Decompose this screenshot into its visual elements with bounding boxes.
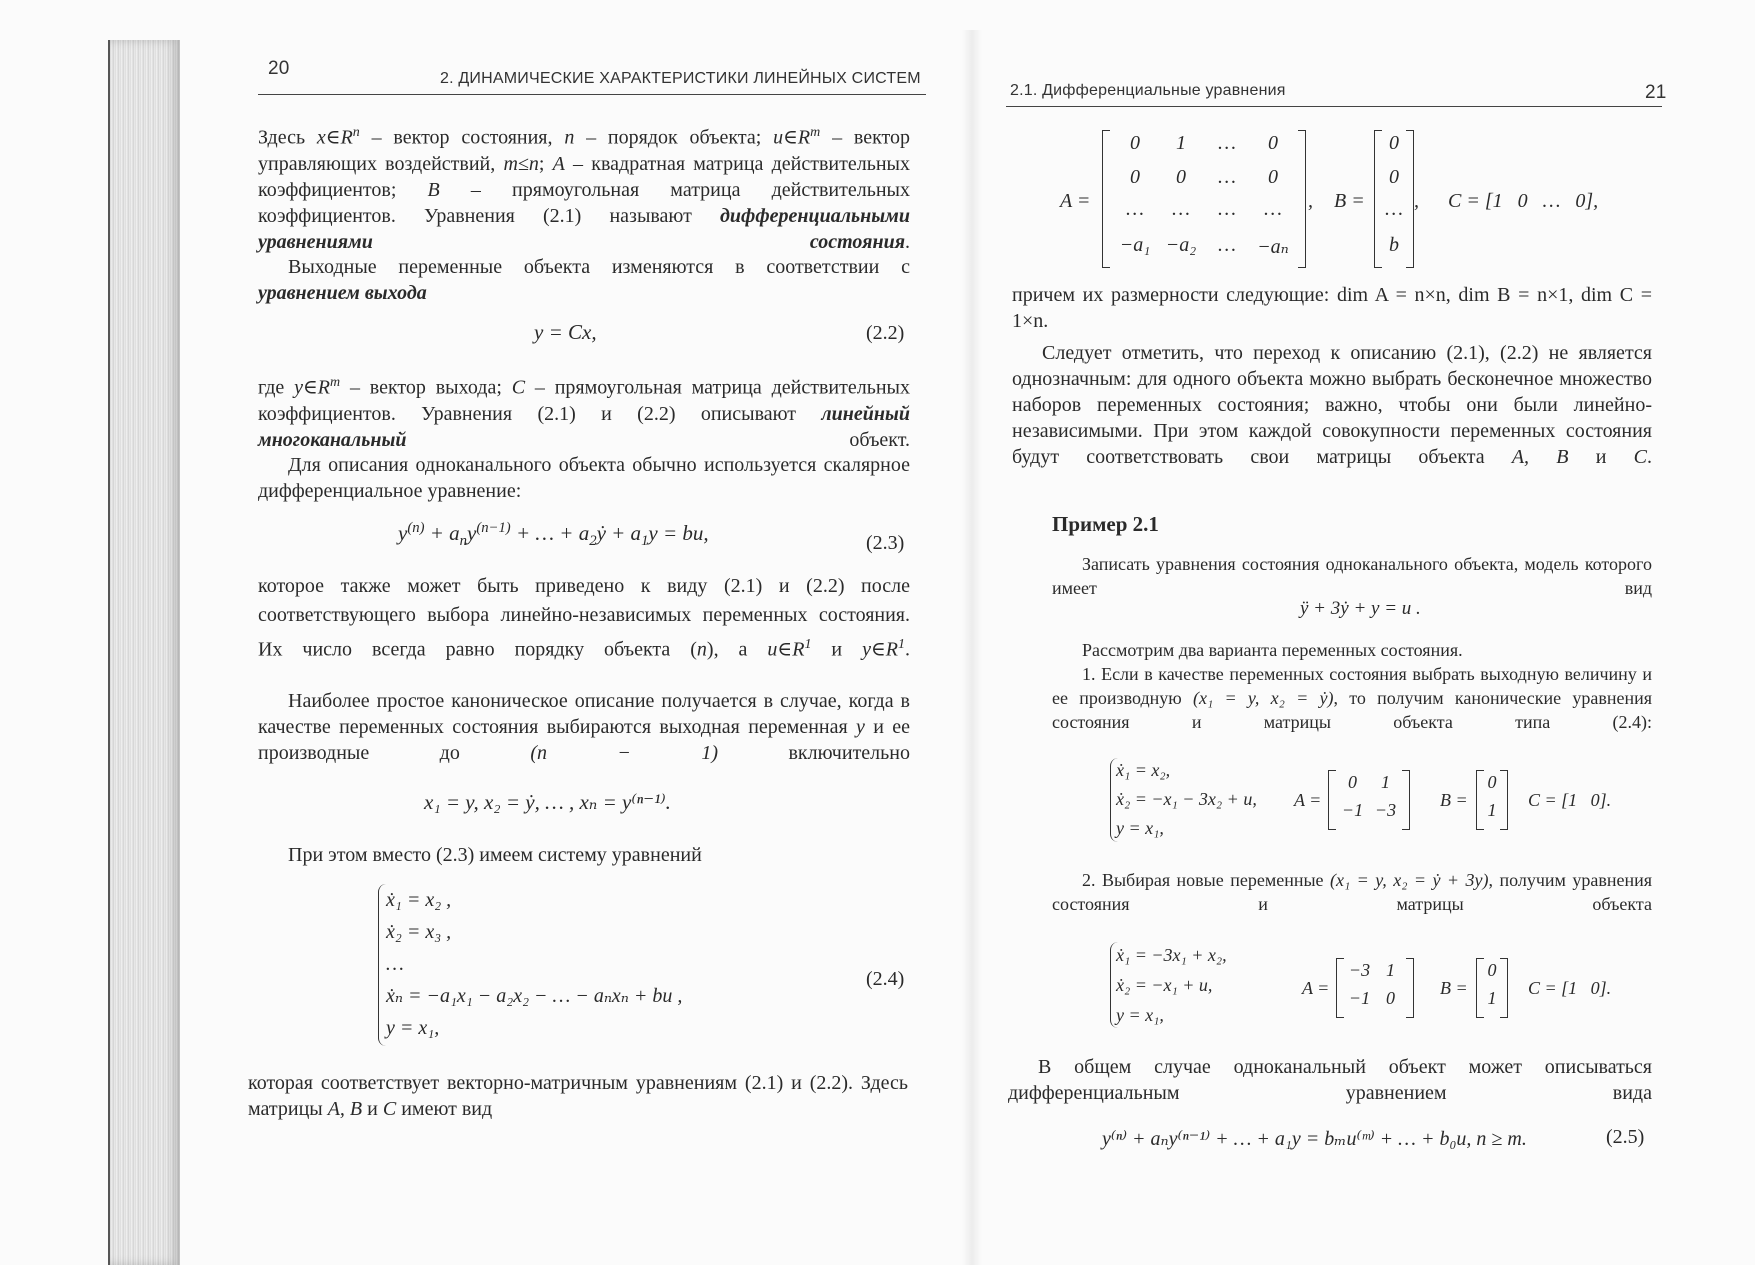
- matrix-b: [1380, 132, 1408, 264]
- case-2-system: [1116, 940, 1227, 1030]
- system-line: ẋ₂ = x₃ ,: [386, 921, 452, 943]
- system-line: y = x₁,: [1116, 818, 1164, 838]
- equation-2-3: $y^{(n)} + a_ny^{(n-1)}$ + … + $a_2ẏ + a_1y$ = bu,: [398, 520, 709, 550]
- paragraph-output-equation: Выходные переменные объекта изменяются в соответствии с уравнением выхода: [258, 256, 910, 304]
- matrix-a-label: A =: [1060, 190, 1091, 212]
- matrix-cell: 0: [1268, 132, 1278, 154]
- case-1-a-right-bracket: [1402, 770, 1410, 830]
- book-gutter: [962, 30, 982, 1265]
- matrix-a: [1112, 132, 1298, 264]
- equation-2-2: y = Cx,: [534, 320, 597, 344]
- case-2-a-right-bracket: [1406, 958, 1414, 1018]
- case-1-b-label: B =: [1440, 790, 1468, 810]
- system-line: ẋ₁ = −3x₁ + x₂,: [1116, 945, 1227, 965]
- paragraph-system-intro: При этом вместо (2.3) имеем систему уравнений: [288, 844, 702, 866]
- case-1-matrix-c: C = [1 0].: [1528, 790, 1612, 810]
- matrix-cell: …: [1172, 198, 1190, 220]
- equation-number-2-2: (2.2): [866, 322, 905, 344]
- paragraph-general-case: В общем случае одноканальный объект может описываться дифференциальным уравнением вида: [1008, 1056, 1652, 1104]
- equation-state-variables: x₁ = y, x₂ = ẏ, … , xₙ = y⁽ⁿ⁻¹⁾.: [424, 790, 671, 814]
- equation-number-2-3: (2.3): [866, 532, 905, 554]
- system-line: ẋ₂ = −x₁ + u,: [1116, 975, 1213, 995]
- system-line: …: [386, 953, 404, 975]
- case-1-a-left-bracket: [1328, 770, 1336, 830]
- example-title: Пример 2.1: [1052, 512, 1159, 536]
- matrix-c: C = [1 0 … 0],: [1448, 190, 1599, 212]
- paragraph-nonuniqueness: Следует отметить, что переход к описанию (2.1), (2.2) не является однозначным: для одного объекта можно выбрать бесконечное множество наборов переменных состояния; важно, чтобы они были линейно-независимыми. При этом каждой совокупности переменных состояния будут соответствовать свои матрицы объекта A, B и C.: [1012, 342, 1652, 468]
- matrix-cell: 0: [1386, 988, 1395, 1008]
- example-case-2: 2. Выбирая новые переменные (x₁ = y, x₂ = ẏ + 3y), получим уравнения состояния и матрицы объекта: [1052, 870, 1653, 914]
- matrix-cell: 1: [1176, 132, 1186, 154]
- matrix-cell: −a₁: [1119, 234, 1151, 256]
- running-head-left: 2. ДИНАМИЧЕСКИЕ ХАРАКТЕРИСТИКИ ЛИНЕЙНЫХ СИСТЕМ: [440, 70, 921, 87]
- matrix-cell: 1: [1487, 988, 1497, 1008]
- case-1-system: [1116, 756, 1257, 843]
- matrix-cell: 0: [1130, 166, 1140, 188]
- matrix-a-left-bracket: [1102, 130, 1110, 268]
- case-1-matrix-b: [1482, 772, 1502, 828]
- matrix-cell: 0: [1268, 166, 1278, 188]
- matrix-cell: …: [1126, 198, 1144, 220]
- matrix-cell: …: [1264, 198, 1282, 220]
- example-task-equation: ÿ + 3ẏ + y = u .: [1300, 598, 1421, 619]
- paragraph-state-vector: Здесь $x\in R^n$ – вектор состояния, n – порядок объекта; $u\in R^m$ – вектор управляющих воздействий, m≤n; A – квадратная матрица действительных коэффициентов; B – прямоугольная матрица действительных коэффициентов. Уравнения (2.1) называют дифференциальными уравнениями состояния.: [258, 125, 911, 253]
- matrix-cell: 0: [1176, 166, 1186, 188]
- matrix-cell: …: [1218, 132, 1236, 154]
- matrix-cell: −3: [1374, 800, 1397, 820]
- example-task: Записать уравнения состояния одноканального объекта, модель которого имеет вид: [1052, 554, 1652, 598]
- matrix-cell: 0: [1130, 132, 1140, 154]
- case-2-b-label: B =: [1440, 978, 1468, 998]
- matrix-cell: 1: [1381, 772, 1390, 792]
- case-2-a-left-bracket: [1336, 958, 1344, 1018]
- example-consider: Рассмотрим два варианта переменных состояния.: [1082, 640, 1463, 660]
- matrix-cell: 0: [1389, 132, 1399, 154]
- case-1-a-label: A =: [1294, 790, 1322, 810]
- paragraph-reduction: которое также может быть приведено к виду (2.1) и (2.2) после соответствующего выбора линейно-независимых переменных состояния. Их число всегда равно порядку объекта (n), а $u\in R^1$ и $y\in R^1$.: [258, 575, 910, 661]
- left-page: [178, 0, 962, 1265]
- page-number-right: 21: [1645, 82, 1667, 103]
- equation-number-2-4: (2.4): [866, 968, 905, 990]
- equation-2-5: y⁽ⁿ⁾ + aₙy⁽ⁿ⁻¹⁾ + … + a₁y = bₘu⁽ᵐ⁾ + … + b₀u, n ≥ m.: [1102, 1128, 1527, 1150]
- matrix-cell: …: [1218, 166, 1236, 188]
- matrix-cell: 0: [1487, 960, 1497, 980]
- matrix-cell: 1: [1487, 800, 1497, 820]
- matrix-cell: …: [1385, 198, 1403, 220]
- matrix-cell: −aₙ: [1257, 236, 1289, 258]
- right-page: [982, 0, 1755, 1265]
- system-line: ẋ₁ = x₂ ,: [386, 889, 452, 911]
- case-1-matrix-a: [1336, 772, 1402, 828]
- paragraph-output-vector: где $y\in R^m$ – вектор выхода; C – прямоугольная матрица действительных коэффициентов. Уравнения (2.1) и (2.2) описывают линейный многоканальный объект.: [258, 375, 910, 451]
- matrix-b-separator: ,: [1414, 190, 1419, 212]
- case-2-matrix-c: C = [1 0].: [1528, 978, 1612, 998]
- paragraph-canonical: Наиболее простое каноническое описание получается в случае, когда в качестве переменных состояния выбираются выходная переменная y и ее производные до (n − 1) включительно: [258, 690, 910, 764]
- paragraph-matrices-intro: которая соответствует векторно-матричным уравнениям (2.1) и (2.2). Здесь матрицы A, B и C имеют вид: [248, 1072, 908, 1120]
- matrix-cell: 0: [1487, 772, 1497, 792]
- case-2-a-label: A =: [1302, 978, 1330, 998]
- matrix-b-label: B =: [1334, 190, 1365, 212]
- matrix-cell: −1: [1341, 800, 1364, 820]
- system-line: ẋ₂ = −x₁ − 3x₂ + u,: [1116, 789, 1257, 809]
- page-number-left: 20: [268, 58, 290, 79]
- case-2-matrix-a: [1344, 960, 1406, 1016]
- example-case-1: 1. Если в качестве переменных состояния выбрать выходную величину и ее производную (x₁ = y, x₂ = ẏ), то получим канонические уравнения состояния и матрицы объекта типа (2.4):: [1052, 664, 1652, 732]
- matrix-cell: 1: [1386, 960, 1395, 980]
- matrix-cell: −a₂: [1165, 234, 1197, 256]
- system-line: ẋₙ = −a₁x₁ − a₂x₂ − … − aₙxₙ + bu ,: [386, 985, 683, 1007]
- matrix-cell: 0: [1348, 772, 1357, 792]
- paragraph-dimensions: причем их размерности следующие: dim A = n×n, dim B = n×1, dim C = 1×n.: [1012, 284, 1652, 332]
- system-line: ẋ₁ = x₂,: [1116, 760, 1171, 780]
- matrix-cell: −3: [1348, 960, 1371, 980]
- header-rule-left: [258, 94, 926, 95]
- matrix-a-separator: ,: [1308, 190, 1313, 212]
- matrix-cell: −1: [1348, 988, 1371, 1008]
- matrix-cell: …: [1218, 234, 1236, 256]
- equation-number-2-5: (2.5): [1606, 1126, 1645, 1148]
- matrix-a-right-bracket: [1298, 130, 1306, 268]
- book-page-edges: [108, 40, 180, 1265]
- running-head-right: 2.1. Дифференциальные уравнения: [1010, 82, 1286, 99]
- header-rule-right: [1006, 106, 1662, 107]
- system-line: y = x₁,: [1116, 1005, 1164, 1025]
- system-line: y = x₁,: [386, 1017, 440, 1039]
- case-2-matrix-b: [1482, 960, 1502, 1016]
- matrix-cell: 0: [1389, 166, 1399, 188]
- system-2-4: [386, 884, 682, 1044]
- matrix-cell: …: [1218, 198, 1236, 220]
- matrix-cell: b: [1389, 234, 1399, 256]
- paragraph-scalar-equation: Для описания одноканального объекта обычно используется скалярное дифференциальное уравнение:: [258, 454, 910, 502]
